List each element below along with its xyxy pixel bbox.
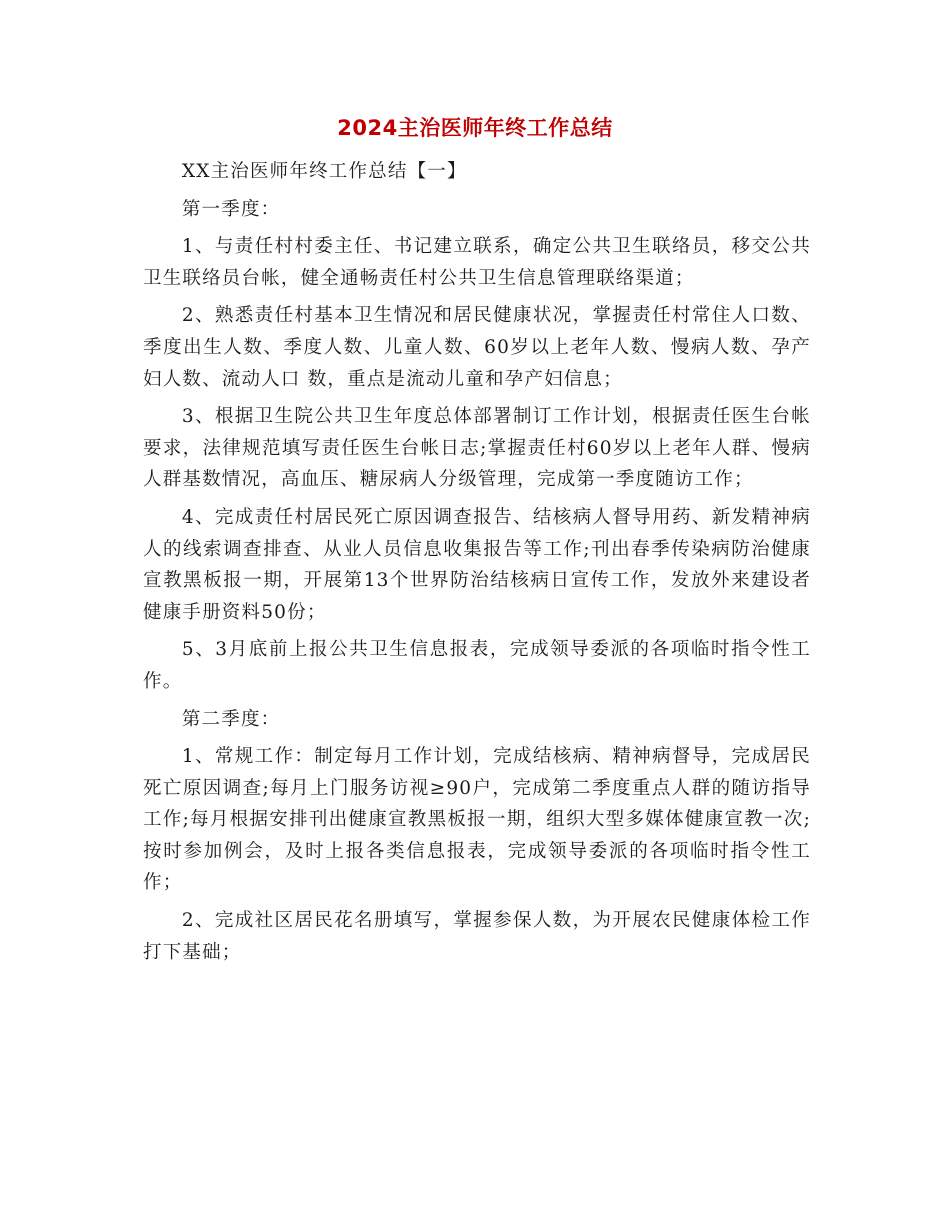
quarter-heading: 第一季度： <box>181 198 281 220</box>
paragraph: 1、与责任村村委主任、书记建立联系，确定公共卫生联络员，移交公共卫生联络员台帐，健全通畅责任村公共卫生信息管理联络渠道； <box>143 236 811 289</box>
paragraph: 5、3月底前上报公共卫生信息报表，完成领导委派的各项临时指令性工作。 <box>143 639 811 692</box>
quarter-heading: 第二季度： <box>181 708 281 730</box>
paragraph: 2、完成社区居民花名册填写，掌握参保人数，为开展农民健康体检工作打下基础； <box>143 910 811 963</box>
paragraph: 4、完成责任村居民死亡原因调查报告、结核病人督导用药、新发精神病人的线索调查排查、从业人员信息收集报告等工作;刊出春季传染病防治健康宣教黑板报一期，开展第13个世界防治结核病日宣传工作，发放外来建设者健康手册资料50份； <box>143 506 811 623</box>
paragraph: 3、根据卫生院公共卫生年度总体部署制订工作计划，根据责任医生台帐要求，法律规范填写责任医生台帐日志;掌握责任村60岁以上老年人群、慢病人群基数情况，高血压、糖尿病人分级管理，完成第一季度随访工作； <box>143 406 811 491</box>
paragraph: 2、熟悉责任村基本卫生情况和居民健康状况，掌握责任村常住人口数、季度出生人数、季度人数、儿童人数、60岁以上老年人数、慢病人数、孕产妇人数、流动人口 数，重点是流动儿童和孕产妇信息； <box>143 305 811 390</box>
section-heading: XX主治医师年终工作总结【一】 <box>181 161 467 182</box>
paragraph: 1、常规工作：制定每月工作计划，完成结核病、精神病督导，完成居民死亡原因调查;每月上门服务访视≥90户，完成第二季度重点人群的随访指导工作;每月根据安排刊出健康宣教黑板报一期，组织大型多媒体健康宣教一次;按时参加例会，及时上报各类信息报表，完成领导委派的各项临时指令性工作； <box>143 746 811 894</box>
document-title: 2024主治医师年终工作总结 <box>337 116 613 140</box>
document-body <box>143 156 811 968</box>
